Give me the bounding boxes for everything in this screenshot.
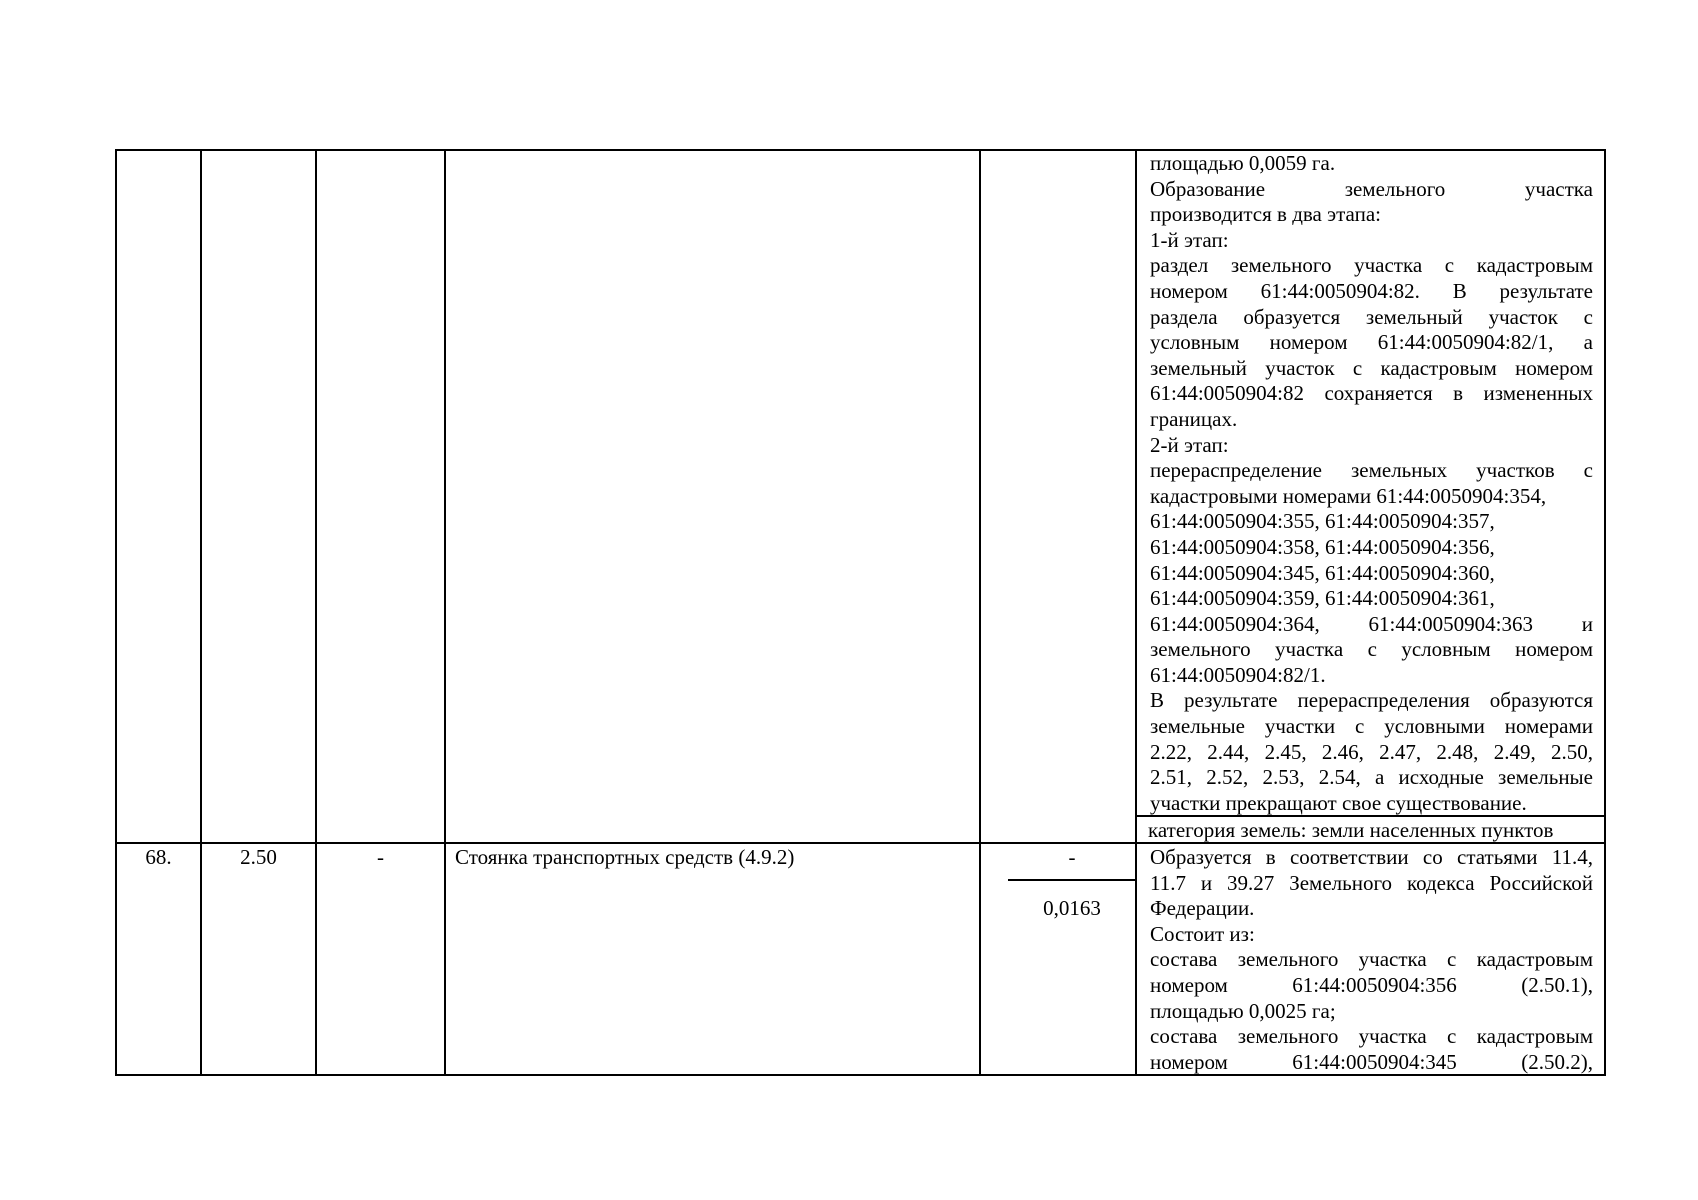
- description-line: В результате перераспределения образуются: [1150, 688, 1593, 713]
- description-line: 61:44:0050904:82 сохраняется в измененных: [1150, 381, 1593, 406]
- table-left-border: [115, 149, 117, 1076]
- description-line: земельного участка с условным номером: [1150, 637, 1593, 662]
- description-line: Федерации.: [1150, 896, 1255, 921]
- upper-row-description: [1150, 151, 1593, 816]
- description-line: производится в два этапа:: [1150, 202, 1381, 227]
- description-line: площадью 0,0025 га;: [1150, 998, 1336, 1023]
- plot-code: 2.50: [240, 845, 277, 869]
- row-number: 68.: [145, 845, 172, 869]
- description-line: 2.51, 2.52, 2.53, 2.54, а исходные земельные: [1150, 765, 1593, 790]
- description-line: 2-й этап:: [1150, 432, 1229, 457]
- description-line: участки прекращают свое существование.: [1150, 790, 1527, 815]
- description-line: раздела образуется земельный участок с: [1150, 304, 1593, 329]
- description-line: 61:44:0050904:355, 61:44:0050904:357,: [1150, 509, 1495, 534]
- area-separator: [1008, 879, 1136, 881]
- column-divider-1: [200, 149, 202, 1076]
- description-line: границах.: [1150, 406, 1238, 431]
- description-line: 61:44:0050904:358, 61:44:0050904:356,: [1150, 534, 1495, 559]
- description-line: 61:44:0050904:364, 61:44:0050904:363 и: [1150, 611, 1593, 636]
- description-line: Образование земельного участка: [1150, 176, 1593, 201]
- description-line: земельный участок с кадастровым номером: [1150, 355, 1593, 380]
- description-line: перераспределение земельных участков с: [1150, 458, 1593, 483]
- cadastral-number-cell: -: [377, 845, 384, 869]
- description-line: номером 61:44:0050904:356 (2.50.1),: [1150, 972, 1593, 997]
- description-line: площадью 0,0059 га.: [1150, 151, 1336, 175]
- description-line: 61:44:0050904:345, 61:44:0050904:360,: [1150, 560, 1495, 585]
- description-line: Образуется в соответствии со статьями 11.4,: [1150, 845, 1593, 869]
- description-line: 1-й этап:: [1150, 227, 1229, 252]
- land-category: категория земель: земли населенных пунктов: [1148, 818, 1554, 842]
- description-line: состава земельного участка с кадастровым: [1150, 947, 1593, 972]
- area-existing: -: [1068, 845, 1076, 869]
- description-line: 11.7 и 39.27 Земельного кодекса Российской: [1150, 870, 1593, 895]
- description-line: условным номером 61:44:0050904:82/1, а: [1150, 330, 1593, 355]
- description-line: кадастровыми номерами 61:44:0050904:354,: [1150, 483, 1547, 508]
- description-line: состава земельного участка с кадастровым: [1150, 1024, 1593, 1049]
- description-line: земельные участки с условными номерами: [1150, 714, 1593, 739]
- description-line: номером 61:44:0050904:345 (2.50.2),: [1150, 1049, 1593, 1074]
- description-line: номером 61:44:0050904:82. В результате: [1150, 278, 1593, 303]
- permitted-use: Стоянка транспортных средств (4.9.2): [455, 845, 795, 869]
- description-line: 2.22, 2.44, 2.45, 2.46, 2.47, 2.48, 2.49, 2.50,: [1150, 739, 1593, 764]
- column-divider-4: [979, 149, 981, 1076]
- description-line: 61:44:0050904:359, 61:44:0050904:361,: [1150, 586, 1495, 611]
- column-divider-2: [315, 149, 317, 1076]
- description-line: раздел земельного участка с кадастровым: [1150, 253, 1593, 278]
- table-right-border: [1604, 149, 1606, 1076]
- column-divider-3: [444, 149, 446, 1076]
- row-68-description: [1150, 845, 1593, 1075]
- description-line: Состоит из:: [1150, 921, 1255, 946]
- description-line: 61:44:0050904:82/1.: [1150, 662, 1326, 687]
- area-formed: 0,0163: [1043, 896, 1101, 920]
- column-divider-5: [1135, 149, 1137, 1076]
